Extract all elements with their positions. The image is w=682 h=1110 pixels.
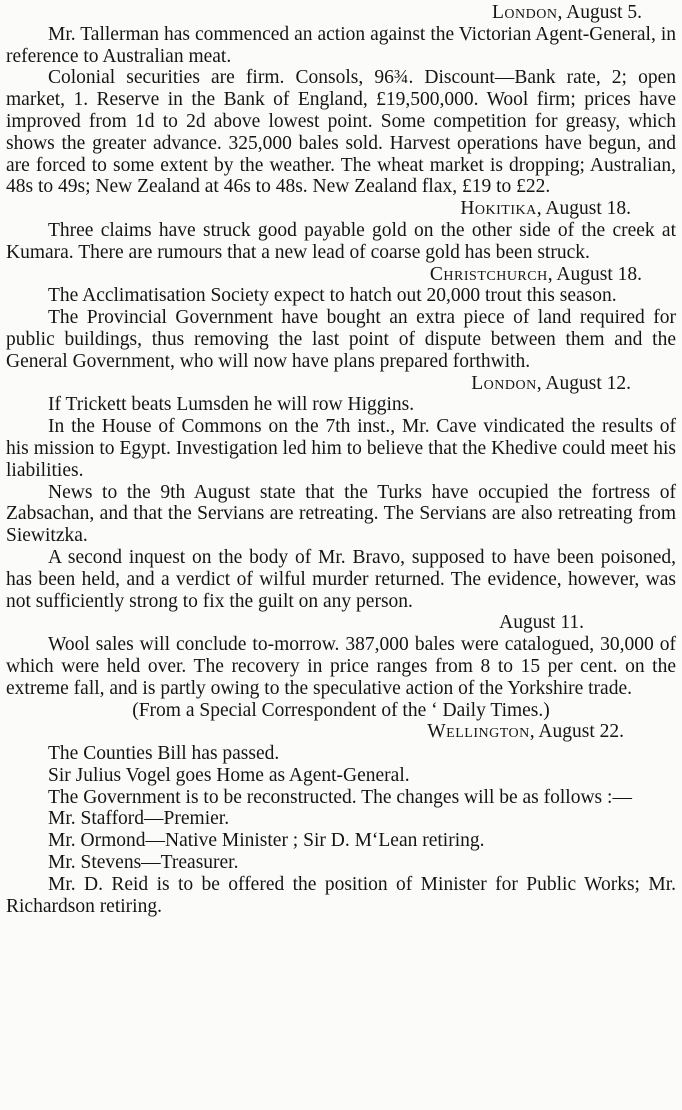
list-item: Mr. Ormond—Native Minister ; Sir D. M‘Lean retiring.	[48, 830, 485, 852]
paragraph: If Trickett beats Lumsden he will row Higgins.	[48, 394, 415, 416]
dateline-london-aug5	[6, 2, 676, 24]
paragraph: News to the 9th August state that the Turks have occupied the fortress of Zabsachan, and that the Servians are retreating. The Servians are also retreating from Siewitzka.	[6, 481, 676, 547]
dateline-london-aug12	[6, 373, 676, 395]
paragraph: The Counties Bill has passed.	[48, 743, 280, 765]
paragraph: Colonial securities are firm. Consols, 96¾. Discount—Bank rate, 2; open market, 1. Reserve in the Bank of England, £19,500,000. Wool firm; prices have improved from 1d to 2d above lowest point. Some competition for greasy, which shows the greater advance. 325,000 bales sold. Harvest operations have begun, and are forced to some extent by the weather. The wheat market is dropping; Australian, 48s to 49s; New Zealand at 46s to 48s. New Zealand flax, £19 to £22.	[6, 67, 676, 198]
dateline-date: , August 18.	[547, 263, 642, 285]
list-item: Mr. D. Reid is to be offered the position of Minister for Public Works; Mr. Richardson retiring.	[6, 873, 676, 917]
dateline-wellington	[6, 721, 676, 743]
dateline-place: Wellington	[427, 721, 530, 743]
dateline-aug11: August 11.	[499, 612, 584, 634]
paragraph: A second inquest on the body of Mr. Bravo, supposed to have been poisoned, has been held, and a verdict of wilful murder returned. The evidence, however, was not sufficiently strong to fix the guilt on any person.	[6, 546, 676, 612]
dateline-place: London	[492, 2, 558, 23]
special-correspondent-heading: (From a Special Correspondent of the ‘ Daily Times.)	[132, 699, 550, 721]
dateline-christchurch	[6, 264, 676, 286]
list-item: Mr. Stevens—Treasurer.	[48, 852, 239, 874]
paragraph: The Government is to be reconstructed. The changes will be as follows :—	[48, 786, 632, 808]
paragraph: Sir Julius Vogel goes Home as Agent-General.	[48, 764, 410, 786]
paragraph: Mr. Tallerman has commenced an action against the Victorian Agent-General, in reference to Australian meat.	[6, 23, 676, 67]
dateline-hokitika	[6, 198, 676, 220]
dateline-date: , August 22.	[529, 721, 624, 743]
paragraph: Wool sales will conclude to-morrow. 387,000 bales were catalogued, 30,000 of which were held over. The recovery in price ranges from 8 to 15 per cent. on the extreme fall, and is partly owing to the speculative action of the Yorkshire trade.	[6, 634, 676, 699]
dateline-place: Hokitika	[460, 198, 537, 220]
paragraph: In the House of Commons on the 7th inst., Mr. Cave vindicated the results of his mission to Egypt. Investigation led him to believe that the Khedive could meet his liabilities.	[6, 416, 676, 481]
paragraph: Three claims have struck good payable gold on the other side of the creek at Kumara. There are rumours that a new lead of coarse gold has been struck.	[6, 219, 676, 263]
paragraph: The Provincial Government have bought an extra piece of land required for public buildings, thus removing the last point of dispute between them and the General Government, who will now have plans prepared forthwith.	[6, 307, 676, 372]
dateline-place: London	[471, 372, 537, 394]
dateline-date: , August 12.	[536, 372, 631, 394]
dateline-date: , August 18.	[536, 198, 631, 220]
dateline-place: Christchurch	[429, 263, 548, 285]
list-item: Mr. Stafford—Premier.	[48, 808, 230, 830]
dateline-date: , August 5.	[557, 2, 642, 23]
paragraph: The Acclimatisation Society expect to hatch out 20,000 trout this season.	[48, 285, 617, 307]
